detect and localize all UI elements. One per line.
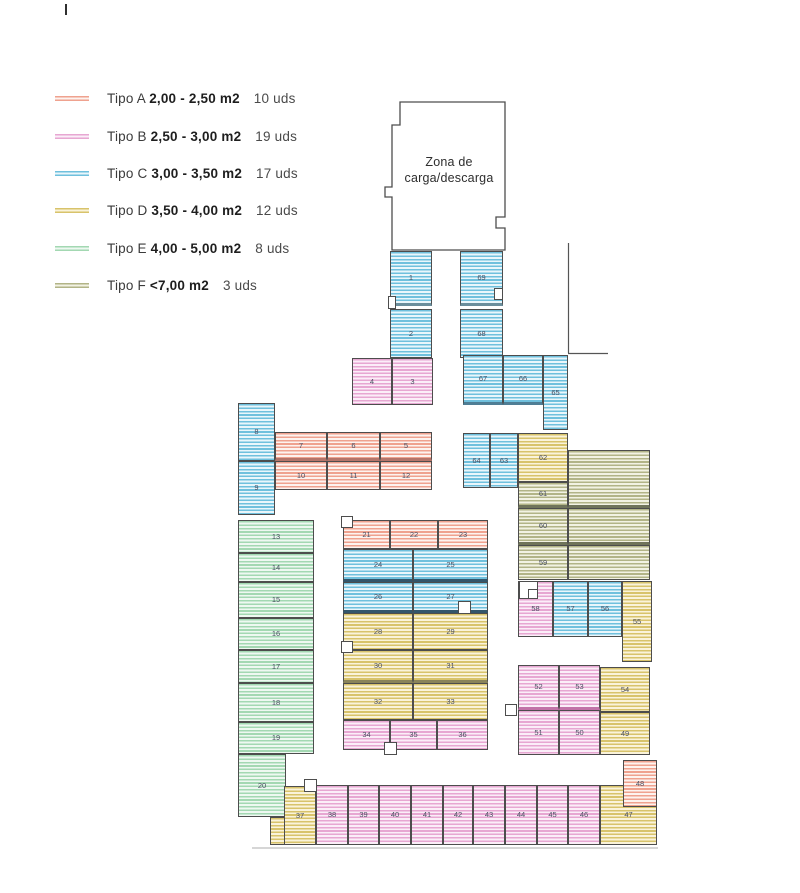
legend-unit-count: 19 uds — [255, 128, 298, 144]
unit-59 — [518, 545, 568, 580]
unit-number: 38 — [327, 810, 337, 820]
unit-number: 45 — [548, 810, 557, 820]
pillar-marker — [458, 601, 471, 614]
unit-43 — [473, 785, 505, 845]
unit-number: 5 — [403, 440, 409, 450]
legend-unit-count: 8 uds — [255, 240, 290, 256]
unit-segment — [568, 508, 650, 545]
unit-number: 19 — [271, 733, 281, 743]
unit-20 — [238, 754, 286, 817]
unit-number: 47 — [624, 810, 633, 820]
unit-32 — [343, 683, 413, 720]
unit-13 — [238, 520, 314, 553]
pillar-marker — [341, 516, 353, 528]
legend-type-name: Tipo E — [107, 240, 151, 256]
pillar-marker — [384, 742, 397, 755]
unit-number: 30 — [373, 660, 383, 670]
unit-68 — [460, 309, 503, 358]
unit-35 — [390, 720, 437, 750]
unit-segment — [568, 450, 650, 508]
legend-size-range: 3,50 - 4,00 m2 — [151, 202, 243, 218]
unit-segment — [568, 545, 650, 580]
unit-63 — [490, 433, 518, 488]
unit-66 — [503, 355, 543, 405]
unit-number: 40 — [390, 810, 400, 820]
unit-53 — [559, 665, 600, 710]
unit-number: 51 — [534, 727, 543, 737]
unit-55 — [622, 581, 652, 662]
unit-number: 64 — [472, 455, 481, 465]
unit-number: 11 — [349, 470, 358, 480]
unit-number: 4 — [369, 376, 375, 386]
legend-size-range: <7,00 m2 — [149, 277, 209, 293]
unit-number: 53 — [575, 681, 584, 691]
unit-51 — [518, 710, 559, 755]
unit-27 — [413, 582, 488, 613]
unit-64 — [463, 433, 490, 488]
unit-52 — [518, 665, 559, 710]
unit-36 — [437, 720, 488, 750]
unit-number: 10 — [296, 470, 306, 480]
unit-number: 41 — [422, 810, 432, 820]
unit-number: 39 — [359, 810, 368, 820]
unit-48 — [623, 760, 657, 807]
unit-56 — [588, 581, 622, 637]
pillar-marker — [505, 704, 517, 716]
unit-67 — [463, 355, 503, 405]
unit-number: 57 — [566, 604, 575, 614]
unit-number: 37 — [295, 810, 305, 820]
unit-39 — [348, 785, 379, 845]
unit-number: 21 — [362, 529, 371, 539]
unit-number: 28 — [373, 626, 383, 636]
unit-number: 6 — [351, 440, 356, 450]
pillar-marker — [494, 288, 503, 300]
unit-number: 50 — [575, 727, 584, 737]
unit-65 — [543, 355, 568, 430]
legend-size-range: 3,00 - 3,50 m2 — [151, 165, 243, 181]
unit-number: 25 — [446, 559, 455, 569]
unit-26 — [343, 582, 413, 613]
unit-number: 44 — [516, 810, 526, 820]
unit-number: 26 — [373, 591, 383, 601]
unit-6 — [327, 432, 380, 461]
unit-18 — [238, 683, 314, 722]
unit-number: 33 — [446, 696, 455, 706]
unit-61 — [518, 482, 568, 508]
unit-23 — [438, 520, 488, 549]
unit-24 — [343, 549, 413, 582]
unit-44 — [505, 785, 537, 845]
unit-number: 18 — [271, 697, 281, 707]
unit-number: 1 — [408, 272, 414, 282]
unit-15 — [238, 582, 314, 618]
unit-28 — [343, 613, 413, 650]
unit-number: 35 — [409, 730, 418, 740]
unit-number: 46 — [579, 810, 589, 820]
unit-40 — [379, 785, 411, 845]
unit-number: 68 — [477, 328, 486, 338]
unit-41 — [411, 785, 443, 845]
legend-type-name: Tipo B — [107, 128, 151, 144]
legend-unit-count: 12 uds — [256, 202, 298, 218]
unit-number: 29 — [446, 626, 455, 636]
unit-34 — [343, 720, 390, 750]
unit-30 — [343, 650, 413, 683]
unit-62 — [518, 433, 568, 482]
unit-45 — [537, 785, 568, 845]
unit-number: 32 — [373, 696, 383, 706]
unit-number: 31 — [446, 660, 455, 670]
unit-number: 63 — [499, 455, 509, 465]
unit-54 — [600, 667, 650, 712]
unit-4 — [352, 358, 392, 405]
unit-49 — [600, 712, 650, 755]
unit-number: 12 — [401, 470, 411, 480]
legend-type-name: Tipo A — [107, 90, 150, 106]
unit-number: 14 — [271, 562, 281, 572]
legend-unit-count: 3 uds — [222, 277, 257, 293]
unit-number: 61 — [538, 489, 548, 499]
unit-31 — [413, 650, 488, 683]
legend-type-name: Tipo D — [107, 202, 152, 218]
pillar-marker — [528, 589, 538, 599]
loading-zone-label — [380, 155, 518, 186]
unit-number: 22 — [409, 529, 419, 539]
scan-corner-mark — [65, 4, 67, 15]
unit-38 — [316, 785, 348, 845]
unit-number: 2 — [408, 328, 414, 338]
loading-zone-text-line: carga/descarga — [404, 170, 494, 185]
legend-size-range: 4,00 - 5,00 m2 — [150, 240, 242, 256]
legend-type-name: Tipo F — [107, 277, 150, 293]
unit-22 — [390, 520, 438, 549]
loading-zone-text-line: Zona de — [425, 155, 473, 169]
unit-number: 49 — [620, 728, 630, 738]
unit-11 — [327, 461, 380, 490]
pillar-marker — [388, 296, 396, 309]
unit-7 — [275, 432, 327, 461]
unit-14 — [238, 553, 314, 582]
unit-number: 42 — [453, 810, 463, 820]
unit-10 — [275, 461, 327, 490]
unit-3 — [392, 358, 433, 405]
legend-size-range: 2,50 - 3,00 m2 — [150, 128, 242, 144]
unit-19 — [238, 722, 314, 754]
unit-number: 24 — [373, 559, 383, 569]
unit-8 — [238, 403, 275, 461]
unit-number: 3 — [410, 376, 415, 386]
unit-number: 20 — [257, 780, 267, 790]
unit-number: 55 — [632, 616, 642, 626]
unit-number: 27 — [446, 591, 455, 601]
unit-number: 17 — [271, 661, 281, 671]
unit-number: 16 — [271, 629, 281, 639]
unit-number: 54 — [620, 684, 630, 694]
unit-33 — [413, 683, 488, 720]
unit-number: 69 — [477, 272, 486, 282]
unit-42 — [443, 785, 473, 845]
legend-unit-count: 10 uds — [253, 90, 296, 106]
unit-60 — [518, 508, 568, 545]
unit-number: 56 — [600, 604, 610, 614]
unit-number: 66 — [518, 374, 528, 384]
unit-50 — [559, 710, 600, 755]
unit-number: 67 — [478, 374, 488, 384]
unit-57 — [553, 581, 588, 637]
unit-number: 23 — [458, 529, 468, 539]
unit-12 — [380, 461, 432, 490]
unit-2 — [390, 309, 432, 358]
unit-number: 60 — [538, 520, 548, 530]
unit-number: 13 — [271, 531, 281, 541]
unit-number: 8 — [254, 427, 259, 437]
legend-type-name: Tipo C — [107, 165, 152, 181]
unit-number: 48 — [635, 778, 645, 788]
unit-number: 34 — [362, 730, 371, 740]
unit-17 — [238, 650, 314, 683]
unit-46 — [568, 785, 600, 845]
unit-number: 59 — [538, 557, 548, 567]
pillar-marker — [341, 641, 353, 653]
unit-1 — [390, 251, 432, 306]
unit-25 — [413, 549, 488, 582]
legend-unit-count: 17 uds — [256, 165, 298, 181]
unit-number: 58 — [531, 604, 540, 614]
unit-number: 9 — [254, 483, 259, 493]
unit-number: 7 — [298, 440, 304, 450]
unit-number: 15 — [271, 595, 281, 605]
unit-number: 62 — [538, 452, 548, 462]
unit-number: 52 — [534, 681, 543, 691]
unit-number: 65 — [551, 387, 560, 397]
unit-9 — [238, 461, 275, 515]
unit-number: 43 — [484, 810, 494, 820]
unit-29 — [413, 613, 488, 650]
pillar-marker — [304, 779, 317, 792]
unit-5 — [380, 432, 432, 461]
legend-size-range: 2,00 - 2,50 m2 — [149, 90, 240, 106]
unit-16 — [238, 618, 314, 650]
unit-number: 36 — [458, 730, 467, 740]
unit-37 — [284, 786, 316, 845]
